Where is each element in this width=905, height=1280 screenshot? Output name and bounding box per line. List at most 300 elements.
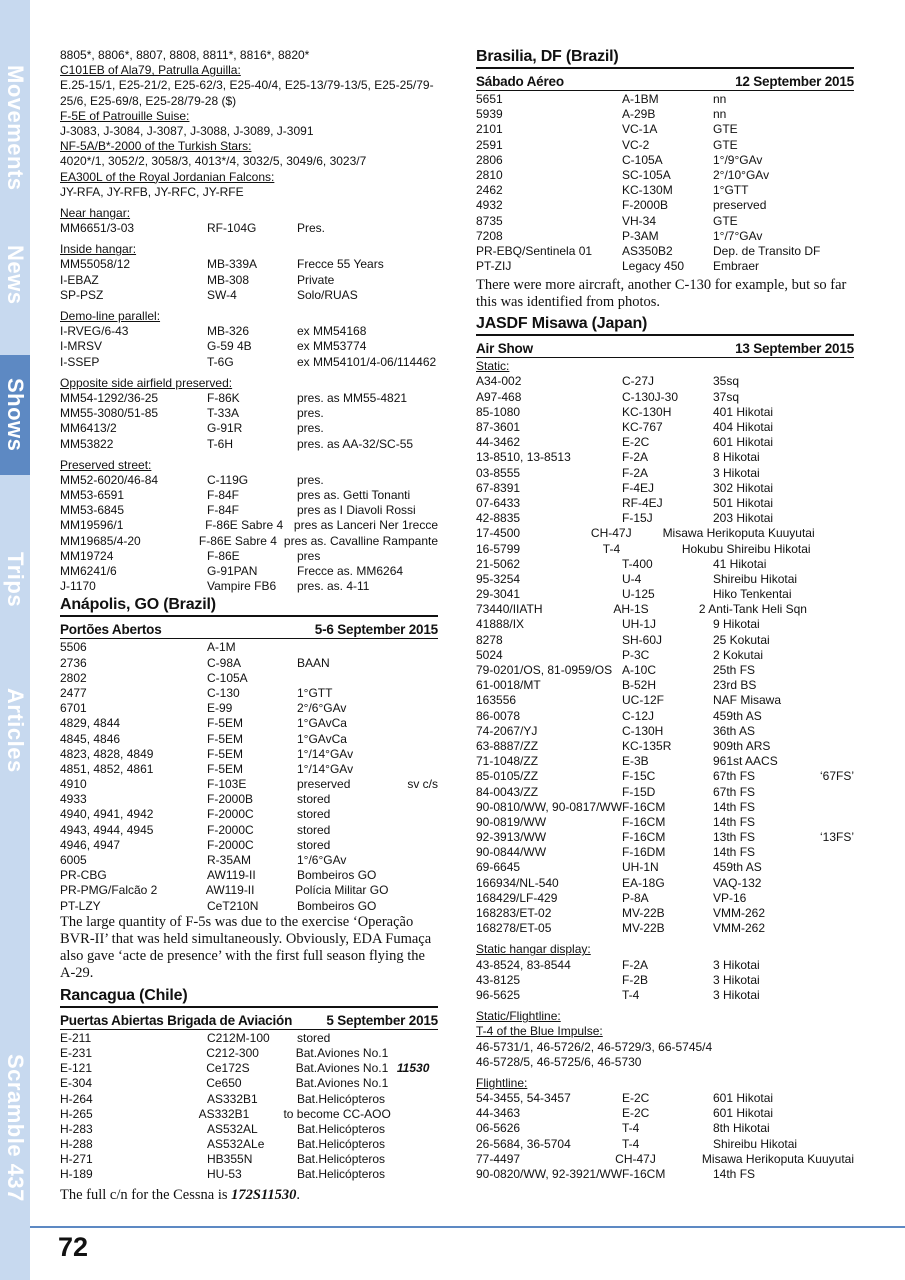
aircraft-type: F-15D	[622, 784, 656, 799]
table-row	[60, 1122, 438, 1137]
table-row	[476, 860, 854, 875]
table-row	[476, 572, 854, 587]
table-row	[60, 564, 438, 579]
table-row	[60, 792, 438, 807]
unit-remarks: Frecce as. MM6264	[297, 564, 404, 578]
unit-remarks: pres.	[297, 421, 324, 436]
extra-note	[388, 732, 438, 747]
serial: 2736	[60, 655, 87, 670]
table-row	[60, 868, 438, 883]
serial: SP-PSZ	[60, 287, 104, 302]
aircraft-type: A-1M	[207, 640, 236, 655]
extra-note	[804, 663, 854, 678]
aircraft-type: F-2000C	[207, 837, 254, 852]
aircraft-type: E-99	[207, 701, 233, 716]
footer-rule	[30, 1226, 905, 1228]
serial: E-304	[60, 1076, 93, 1091]
aircraft-type: F-4EJ	[622, 480, 655, 495]
aircraft-type: CH-47J	[615, 1151, 656, 1166]
aircraft-type: SW-4	[207, 287, 237, 302]
unit-remarks: Pres.	[297, 221, 326, 236]
table-row	[60, 339, 438, 354]
serial: 17-4500	[476, 526, 521, 541]
serial: 84-0043/ZZ	[476, 784, 539, 799]
table-row	[60, 288, 438, 303]
aircraft-type: C212-300	[206, 1045, 259, 1060]
extra-note	[804, 693, 854, 708]
sidebar-tab-label: Shows	[3, 378, 28, 452]
unit-remarks: 3 Hikotai	[713, 972, 760, 987]
serial: 168283/ET-02	[476, 906, 552, 920]
table-row	[476, 845, 854, 860]
event-name: Sábado Aéreo	[476, 74, 564, 89]
sidebar-tab-label: News	[3, 245, 28, 305]
unit-remarks: to become CC-AOO	[283, 1106, 391, 1121]
aircraft-type: P-8A	[622, 890, 649, 905]
aircraft-type: MB-308	[207, 272, 250, 287]
unit-remarks: stored	[297, 837, 331, 852]
table-row	[60, 640, 438, 655]
extra-note	[804, 481, 854, 496]
sidebar-tab-news[interactable]	[0, 245, 30, 305]
serial: 21-5062	[476, 556, 521, 571]
aircraft-type: EA-18G	[622, 875, 665, 890]
aircraft-type: C-130H	[622, 723, 664, 738]
aircraft-type: MV-22B	[622, 906, 665, 920]
unit-remarks: GTE	[713, 122, 738, 137]
serial: 77-4497	[476, 1151, 521, 1166]
aircraft-type: AS332B1	[207, 1091, 258, 1106]
table-row	[476, 1152, 854, 1167]
sidebar-tab-shows[interactable]	[0, 355, 30, 475]
table-row	[60, 838, 438, 853]
serial: 13-8510, 13-8513	[476, 450, 571, 465]
aircraft-type: VC-1A	[622, 122, 658, 137]
table-row	[476, 648, 854, 663]
table-row	[476, 830, 854, 845]
aircraft-type: E-2C	[622, 435, 650, 450]
group-heading: Inside hangar:	[60, 242, 137, 257]
extra-note	[804, 648, 854, 663]
unit-remarks: 3 Hikotai	[713, 987, 760, 1002]
table-row	[476, 511, 854, 526]
sidebar-tab-movements[interactable]	[0, 64, 30, 191]
extra-note	[804, 572, 854, 587]
table-row	[476, 891, 854, 906]
unit-remarks: GTE	[713, 137, 738, 152]
serial: 2806	[476, 152, 503, 167]
aircraft-type: F-84F	[207, 488, 240, 503]
aircraft-type: F-15J	[622, 511, 653, 526]
extra-note	[388, 640, 438, 655]
extra-note	[804, 815, 854, 830]
serial: MM55-3080/51-85	[60, 406, 159, 421]
unit-remarks: Shireibu Hikotai	[713, 571, 798, 586]
serial: 74-2067/YJ	[476, 723, 538, 738]
aircraft-type: T-6H	[207, 436, 234, 451]
serial: 44-3463	[476, 1106, 521, 1121]
serial: 44-3462	[476, 435, 521, 450]
aircraft-type: MB-339A	[207, 257, 258, 272]
table-row	[60, 1031, 438, 1046]
aircraft-type: U-125	[622, 587, 655, 602]
unit-remarks: Private	[297, 272, 335, 287]
aircraft-type: F-2000C	[207, 822, 254, 837]
serial: H-264	[60, 1091, 93, 1106]
table-row	[60, 473, 438, 488]
table-row	[60, 747, 438, 762]
unit-remarks: BAAN	[297, 655, 330, 670]
aircraft-type: C-105A	[622, 152, 663, 167]
table-row	[60, 549, 438, 564]
serial: 4933	[60, 792, 87, 807]
table-row	[60, 518, 438, 533]
unit-remarks: 8th Hikotai	[713, 1121, 770, 1136]
extra-note	[388, 853, 438, 868]
unit-remarks: Bombeiros GO	[297, 868, 377, 883]
extra-note	[391, 1107, 438, 1122]
serial: MM55058/12	[60, 257, 131, 272]
aircraft-type: F-86E	[207, 548, 240, 563]
extra-note: sv c/s	[407, 777, 438, 792]
serial-list: JY-RFA, JY-RFB, JY-RFC, JY-RFE	[60, 184, 244, 199]
serial: 4851, 4852, 4861	[60, 761, 154, 776]
table-row	[60, 732, 438, 747]
unit-remarks: 1°/14°GAv	[297, 746, 354, 761]
unit-remarks: 404 Hikotai	[713, 420, 774, 434]
serial: 85-0105/ZZ	[476, 769, 539, 784]
table-row	[476, 450, 854, 465]
serial: 4940, 4941, 4942	[60, 807, 154, 822]
aircraft-type: T-4	[602, 541, 621, 556]
serial: 90-0819/WW	[476, 814, 547, 829]
table-row	[476, 374, 854, 389]
extra-note	[388, 716, 438, 731]
group-heading: Demo-line parallel:	[60, 309, 161, 323]
unit-remarks: 1°/9°GAv	[713, 152, 763, 167]
unit-remarks: 459th AS	[713, 860, 762, 875]
extra-note	[388, 1076, 438, 1091]
unit-remarks: Misawa Herikoputa Kuuyutai	[662, 526, 815, 541]
table-row	[60, 656, 438, 671]
unit-remarks: 41 Hikotai	[713, 556, 767, 571]
misawa-flightline-table	[476, 1091, 854, 1182]
extra-note	[804, 724, 854, 739]
table-row	[476, 709, 854, 724]
unit-remarks: nn	[713, 92, 727, 106]
unit-remarks: Misawa Herikoputa Kuuyutai	[701, 1151, 854, 1166]
aircraft-type: RF-4EJ	[622, 495, 663, 510]
sidebar-tab-scramble[interactable]	[0, 1053, 30, 1202]
aircraft-type: HU-53	[207, 1167, 242, 1182]
extra-note	[388, 823, 438, 838]
team-heading: C101EB of Ala79, Patrulla Aguilla:	[60, 63, 241, 78]
serial: MM53822	[60, 436, 114, 451]
extra-note	[804, 678, 854, 693]
serial: 6701	[60, 701, 87, 716]
aircraft-type: T-6G	[207, 354, 234, 369]
serial: A97-468	[476, 389, 522, 404]
event-name: Air Show	[476, 341, 533, 357]
table-row	[476, 988, 854, 1003]
table-row	[476, 138, 854, 153]
unit-remarks: 8 Hikotai	[713, 450, 760, 465]
serial: 86-0078	[476, 708, 521, 723]
serial: I-MRSV	[60, 339, 102, 354]
unit-remarks: 1°/14°GAv	[297, 761, 354, 776]
unit-remarks: 2°/10°GAv	[713, 167, 770, 182]
aircraft-type: KC-135R	[622, 738, 672, 753]
serial: MM19724	[60, 548, 114, 563]
aircraft-type: F-2A	[622, 450, 649, 465]
team-heading: F-5E of Patrouille Suise:	[60, 108, 190, 123]
sidebar-tab-trips[interactable]	[0, 550, 30, 610]
table-row	[60, 1061, 438, 1076]
serial: H-271	[60, 1152, 93, 1167]
aircraft-type: F-16DM	[622, 845, 666, 860]
serial: 4845, 4846	[60, 731, 121, 746]
table-row	[60, 807, 438, 822]
extra-note	[804, 557, 854, 572]
serial: 73440/IIATH	[476, 602, 543, 617]
unit-remarks: 1°GTT	[297, 685, 333, 700]
aircraft-type: VC-2	[622, 137, 650, 152]
serial: 54-3455, 54-3457	[476, 1091, 571, 1106]
serial: 92-3913/WW	[476, 830, 547, 845]
unit-remarks: Embraer	[713, 259, 760, 274]
table-row	[476, 229, 854, 244]
aircraft-type: AS332B1	[198, 1106, 250, 1121]
aircraft-type: C-105A	[207, 670, 248, 685]
extra-note	[804, 420, 854, 435]
serial: H-283	[60, 1121, 93, 1136]
extra-note	[804, 785, 854, 800]
serial: J-1170	[60, 579, 96, 594]
aircraft-type: SH-60J	[622, 632, 663, 647]
unit-remarks	[297, 640, 388, 655]
brasilia-table	[476, 92, 854, 274]
table-row	[60, 1107, 438, 1122]
unit-remarks: pres as I Diavoli Rossi	[297, 503, 416, 518]
unit-remarks: 601 Hikotai	[713, 435, 774, 450]
aircraft-type: F-86K	[207, 390, 240, 405]
page-number: 72	[58, 1232, 89, 1262]
extra-note	[804, 709, 854, 724]
extra-note	[388, 762, 438, 777]
extra-note	[388, 686, 438, 701]
table-row	[476, 724, 854, 739]
aircraft-type: F-16CM	[622, 814, 666, 829]
anapolis-table	[60, 640, 438, 913]
aircraft-type: F-84F	[207, 503, 240, 518]
extra-note	[388, 656, 438, 671]
aircraft-type: F-15C	[622, 769, 656, 784]
aircraft-type: C-130	[207, 685, 240, 700]
unit-remarks: 961st AACS	[713, 754, 778, 769]
unit-remarks: 302 Hikotai	[713, 480, 774, 495]
right-column	[476, 48, 854, 1182]
serial: 85-1080	[476, 404, 521, 419]
unit-remarks: 14th FS	[713, 1167, 756, 1181]
unit-remarks: stored	[297, 822, 331, 837]
unit-remarks: NAF Misawa	[713, 693, 782, 708]
unit-remarks: pres as. Cavalline Rampante	[283, 533, 438, 548]
aircraft-type: AS532AL	[207, 1121, 258, 1136]
extra-note	[804, 617, 854, 632]
table-row	[60, 1092, 438, 1107]
unit-remarks: pres. as. 4-11	[297, 579, 370, 594]
serial: 63-8887/ZZ	[476, 738, 539, 753]
extra-note	[804, 405, 854, 420]
serial: H-288	[60, 1137, 93, 1152]
serial: 90-0844/WW	[476, 845, 547, 860]
section-title-misawa: JASDF Misawa (Japan)	[476, 315, 854, 336]
table-row	[476, 405, 854, 420]
table-row	[60, 823, 438, 838]
serial: MM53-6845	[60, 503, 125, 518]
group-heading: Near hangar:	[60, 205, 131, 220]
serial: MM19685/4-20	[60, 533, 141, 548]
serial-list: 4020*/1, 3052/2, 3058/3, 4013*/4, 3032/5, 3049/6, 3023/7	[60, 154, 367, 169]
table-row	[476, 754, 854, 769]
extra-note	[804, 921, 854, 936]
group-heading: Preserved street:	[60, 457, 152, 472]
unit-remarks: GTE	[713, 213, 738, 228]
extra-note	[804, 876, 854, 891]
rancagua-table	[60, 1031, 438, 1183]
unit-remarks: 2 Anti-Tank Heli Sqn	[698, 602, 807, 617]
unit-remarks: pres as. Getti Tonanti	[297, 488, 411, 503]
serial: 96-5625	[476, 987, 521, 1002]
aircraft-type: G-91PAN	[207, 564, 258, 578]
aircraft-type: CH-47J	[590, 526, 632, 541]
table-row	[60, 355, 438, 370]
sidebar-tab-label: Articles	[3, 687, 28, 773]
unit-remarks: 37sq	[713, 389, 740, 404]
table-row	[60, 324, 438, 339]
extra-note	[804, 754, 854, 769]
extra-note	[388, 1092, 438, 1107]
serial: 4946, 4947	[60, 837, 121, 852]
aircraft-type: F-2A	[622, 465, 649, 480]
table-row	[476, 921, 854, 936]
aircraft-type: KC-130M	[622, 183, 673, 198]
serial-list: 8805*, 8806*, 8807, 8808, 8811*, 8816*, 8820*	[60, 48, 310, 62]
aircraft-type: E-2C	[622, 1091, 650, 1106]
sidebar-tab-articles[interactable]	[0, 687, 30, 773]
unit-remarks: stored	[297, 807, 331, 822]
brasilia-note: There were more aircraft, another C-130 for example, but so far this was identified from photos.	[476, 277, 847, 311]
unit-remarks: VMM-262	[713, 921, 766, 936]
unit-remarks: Bat.Helicópteros	[297, 1152, 386, 1167]
extra-note	[804, 374, 854, 389]
serial: 4910	[60, 777, 87, 792]
team-heading: NF-5A/B*-2000 of the Turkish Stars:	[60, 139, 252, 154]
aircraft-type: E-2C	[622, 1106, 650, 1121]
aircraft-type: KC-130H	[622, 404, 672, 419]
unit-remarks: 501 Hikotai	[713, 495, 774, 510]
extra-note	[804, 891, 854, 906]
table-row	[476, 815, 854, 830]
unit-remarks: pres. as MM55-4821	[297, 390, 408, 405]
aircraft-type: C-12J	[622, 708, 655, 723]
serial: 168278/ET-05	[476, 921, 552, 936]
table-row	[476, 602, 854, 617]
table-row	[476, 1137, 854, 1152]
unit-remarks: 23rd BS	[713, 678, 757, 693]
aircraft-type: E-3B	[622, 754, 649, 769]
unit-remarks: 1°GAvCa	[297, 716, 347, 731]
aircraft-type: UH-1N	[622, 860, 659, 875]
aircraft-type: AW119-II	[205, 883, 255, 898]
group-table	[60, 221, 438, 236]
serial: MM6651/3-03	[60, 221, 135, 236]
aircraft-type: AH-1S	[613, 602, 649, 617]
serial: MM54-1292/36-25	[60, 390, 159, 405]
extra-note	[804, 587, 854, 602]
table-row	[60, 391, 438, 406]
unit-remarks: 1°GTT	[713, 183, 749, 198]
rancagua-note	[60, 1187, 438, 1204]
group-table	[60, 257, 438, 303]
table-row	[476, 1091, 854, 1106]
aircraft-type: UC-12F	[622, 693, 665, 708]
table-row	[60, 777, 438, 792]
serial: 95-3254	[476, 571, 521, 586]
table-row	[476, 92, 854, 107]
event-date: 5-6 September 2015	[314, 622, 438, 638]
aircraft-type: AW119-II	[207, 868, 256, 883]
unit-remarks: VAQ-132	[713, 875, 762, 890]
table-row	[60, 503, 438, 518]
serial: 166934/NL-540	[476, 875, 559, 890]
unit-remarks: Hokubu Shireibu Hikotai	[681, 541, 811, 556]
extra-note	[388, 671, 438, 686]
aircraft-type: F-2000B	[207, 792, 254, 807]
table-row	[476, 587, 854, 602]
serial: 69-6645	[476, 860, 521, 875]
extra-note	[388, 1167, 438, 1182]
unit-remarks: 13th FS	[713, 830, 756, 845]
extra-note	[388, 1046, 438, 1061]
aircraft-type: F-5EM	[207, 761, 243, 776]
table-row	[476, 1167, 854, 1182]
serial: 06-5626	[476, 1121, 521, 1136]
unit-remarks: pres.	[297, 472, 324, 487]
serial: 8278	[476, 632, 503, 647]
aircraft-type: F-103E	[207, 777, 247, 792]
table-row	[476, 259, 854, 274]
table-row	[476, 542, 854, 557]
extra-note	[388, 747, 438, 762]
serial: 5651	[476, 92, 503, 106]
serial: 90-0820/WW, 92-3921/WW	[476, 1167, 623, 1181]
serial: 6005	[60, 853, 87, 867]
table-row	[476, 876, 854, 891]
unit-remarks	[297, 671, 388, 686]
serial: A34-002	[476, 374, 522, 389]
extra-note	[388, 899, 438, 914]
aircraft-type: F-16CM	[622, 799, 666, 814]
unit-remarks: 35sq	[713, 374, 740, 389]
table-row	[60, 1152, 438, 1167]
aircraft-type: UH-1J	[622, 617, 657, 632]
extra-note	[804, 511, 854, 526]
event-date: 13 September 2015	[735, 341, 854, 357]
unit-remarks: ex MM54101/4-06/114462	[297, 354, 437, 369]
table-row	[60, 762, 438, 777]
unit-remarks: 14th FS	[713, 799, 756, 814]
